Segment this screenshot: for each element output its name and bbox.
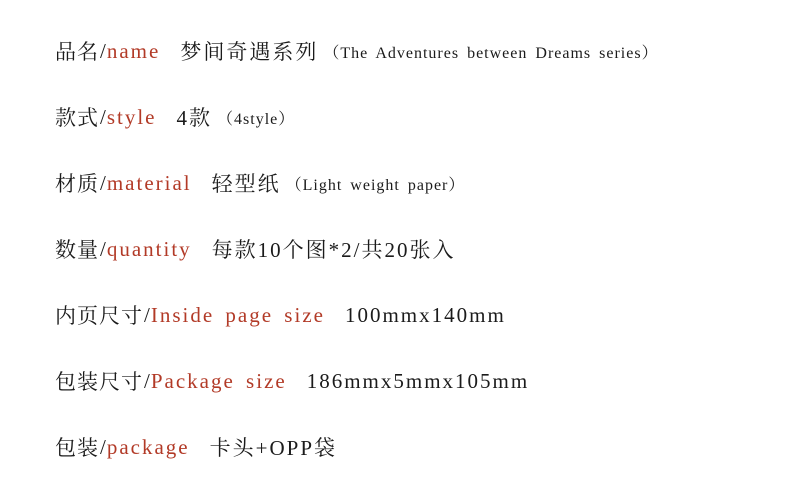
label-en: style — [106, 104, 157, 129]
separator: / — [100, 236, 106, 261]
spec-row-package-size — [55, 348, 780, 414]
spec-row-material — [55, 150, 780, 216]
label-en: Package size — [150, 368, 287, 393]
label-cn: 材质 — [55, 172, 99, 196]
separator: / — [100, 38, 106, 63]
label-en: material — [106, 170, 192, 195]
separator: / — [144, 302, 150, 327]
label-cn: 款式 — [55, 106, 99, 130]
spec-note: （The Adventures between Dreams series） — [323, 44, 659, 62]
label-cn: 内页尺寸 — [55, 304, 143, 328]
spec-row-style — [55, 84, 780, 150]
spec-row-quantity — [55, 216, 780, 282]
spec-value: 186mmx5mmx105mm — [306, 368, 530, 393]
spec-note: （4style） — [217, 110, 296, 128]
label-en: package — [106, 434, 190, 459]
separator: / — [144, 368, 150, 393]
separator: / — [100, 104, 106, 129]
spec-value: 梦间奇遇系列 — [180, 40, 319, 64]
label-cn: 包装 — [55, 436, 99, 460]
separator: / — [100, 434, 106, 459]
spec-value: 每款10个图*2/共20张入 — [211, 238, 456, 262]
separator: / — [100, 170, 106, 195]
spec-value: 轻型纸 — [211, 172, 281, 196]
label-en: Inside page size — [150, 302, 325, 327]
label-en: name — [106, 38, 161, 63]
spec-row-package — [55, 414, 780, 480]
spec-row-inside-page-size — [55, 282, 780, 348]
spec-row-name — [55, 18, 780, 84]
spec-value: 卡头+OPP袋 — [209, 436, 338, 460]
label-cn: 包装尺寸 — [55, 370, 143, 394]
label-cn: 品名 — [55, 40, 99, 64]
label-en: quantity — [106, 236, 192, 261]
spec-value: 100mmx140mm — [344, 302, 506, 327]
spec-value: 4款 — [176, 106, 213, 130]
spec-note: （Light weight paper） — [285, 176, 466, 194]
label-cn: 数量 — [55, 238, 99, 262]
